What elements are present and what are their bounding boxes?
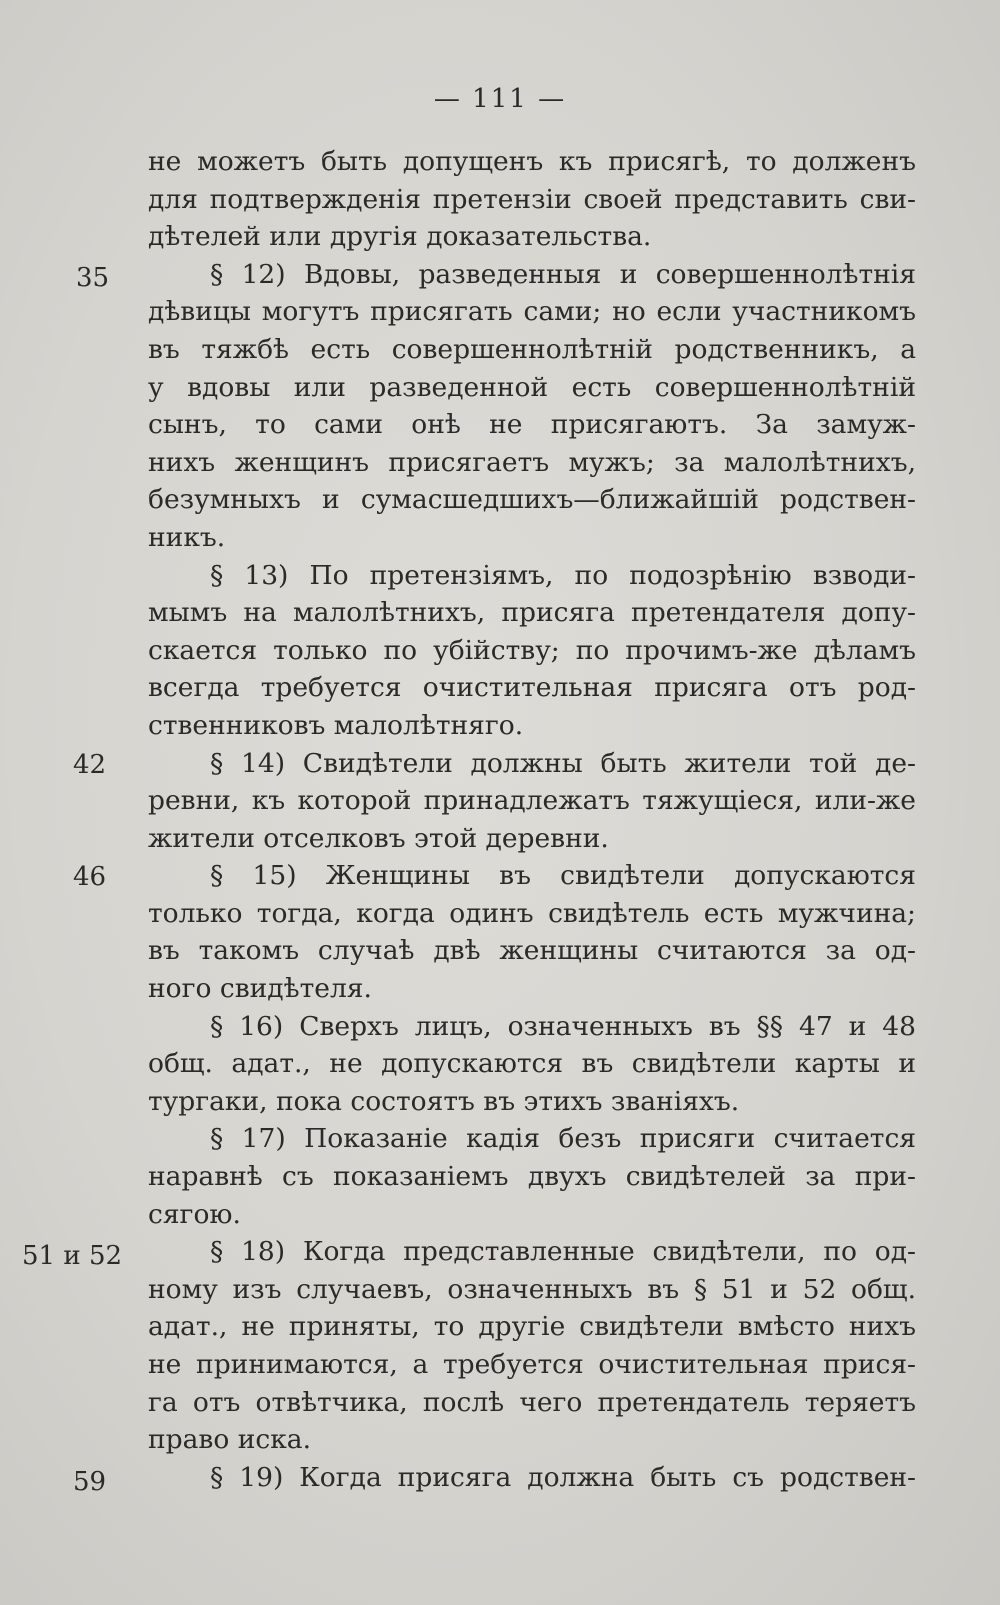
- text-line: дѣвицы могутъ присягать сами; но если участникомъ: [148, 296, 916, 328]
- text-line: ственниковъ малолѣтняго.: [148, 709, 524, 741]
- text-line: § 13) По претензіямъ, по подозрѣнію взводи-: [210, 559, 916, 591]
- paragraph-section-12: [148, 256, 916, 557]
- page-number: — 111 —: [433, 84, 567, 114]
- text-line: § 19) Когда присяга должна быть съ родствен-: [210, 1461, 916, 1493]
- text-line: ревни, къ которой принадлежатъ тяжущіеся, или-же: [148, 785, 916, 817]
- text-line: адат., не приняты, то другіе свидѣтели вмѣсто нихъ: [148, 1311, 916, 1343]
- text-line: сягою.: [148, 1198, 241, 1230]
- text-line: только тогда, когда одинъ свидѣтель есть мужчина;: [148, 897, 916, 929]
- text-line: наравнѣ съ показаніемъ двухъ свидѣтелей за при-: [148, 1161, 916, 1193]
- text-line: сынъ, то сами онѣ не присягаютъ. За замуж-: [148, 409, 916, 441]
- paragraph-section-17: [148, 1120, 916, 1233]
- paragraph-section-13: [148, 557, 916, 745]
- text-line: ного свидѣтеля.: [148, 973, 372, 1005]
- text-line: у вдовы или разведенной есть совершеннолѣтній: [148, 371, 916, 403]
- margin-note-46: 46: [73, 862, 107, 892]
- text-line: дѣтелей или другія доказательства.: [148, 221, 652, 253]
- text-line: скается только по убійству; по прочимъ-же дѣламъ: [148, 634, 916, 666]
- text-line: мымъ на малолѣтнихъ, присяга претендателя допу-: [148, 597, 916, 629]
- body-text: [148, 143, 916, 1496]
- text-line: га отъ отвѣтчика, послѣ чего претендатель теряетъ: [148, 1386, 916, 1418]
- text-line: въ тяжбѣ есть совершеннолѣтній родственникъ, а: [148, 333, 916, 365]
- text-line: § 16) Сверхъ лицъ, означенныхъ въ §§ 47 и 48: [210, 1010, 916, 1042]
- text-line: нихъ женщинъ присягаетъ мужъ; за малолѣтнихъ,: [148, 446, 916, 478]
- margin-note-51-52: 51 и 52: [22, 1241, 123, 1271]
- text-line: тургаки, пока состоятъ въ этихъ званіяхъ.: [148, 1085, 740, 1117]
- text-line: право иска.: [148, 1424, 312, 1456]
- paragraph-section-19: [148, 1459, 916, 1497]
- text-line: ному изъ случаевъ, означенныхъ въ § 51 и 52 общ.: [148, 1273, 916, 1305]
- text-line: § 15) Женщины въ свидѣтели допускаются: [210, 860, 916, 892]
- text-line: не принимаются, а требуется очистительная прися-: [148, 1349, 916, 1380]
- text-line: § 12) Вдовы, разведенныя и совершеннолѣтнія: [210, 258, 916, 290]
- text-line: никъ.: [148, 521, 226, 553]
- text-line: всегда требуется очистительная присяга отъ род-: [148, 672, 916, 704]
- paragraph-section-14: [148, 745, 916, 858]
- paragraph-section-15: [148, 857, 916, 1007]
- text-line: для подтвержденія претензіи своей представить сви-: [148, 183, 916, 215]
- paragraph-section-16: [148, 1008, 916, 1121]
- paragraph-continuation: [148, 143, 916, 256]
- text-line: § 17) Показаніе кадія безъ присяги считается: [210, 1123, 916, 1155]
- paragraph-section-18: [148, 1233, 916, 1459]
- text-line: безумныхъ и сумасшедшихъ—ближайшій родствен-: [148, 484, 916, 516]
- margin-note-59: 59: [73, 1467, 107, 1497]
- text-line: § 14) Свидѣтели должны быть жители той де-: [210, 747, 916, 779]
- text-line: не можетъ быть допущенъ къ присягѣ, то долженъ: [148, 146, 916, 177]
- margin-note-35: 35: [76, 263, 110, 293]
- margin-note-42: 42: [73, 750, 107, 780]
- text-line: въ такомъ случаѣ двѣ женщины считаются за од-: [148, 935, 916, 967]
- text-line: общ. адат., не допускаются въ свидѣтели карты и: [148, 1048, 916, 1080]
- text-line: жители отселковъ этой деревни.: [148, 822, 609, 854]
- text-line: § 18) Когда представленные свидѣтели, по од-: [210, 1236, 916, 1268]
